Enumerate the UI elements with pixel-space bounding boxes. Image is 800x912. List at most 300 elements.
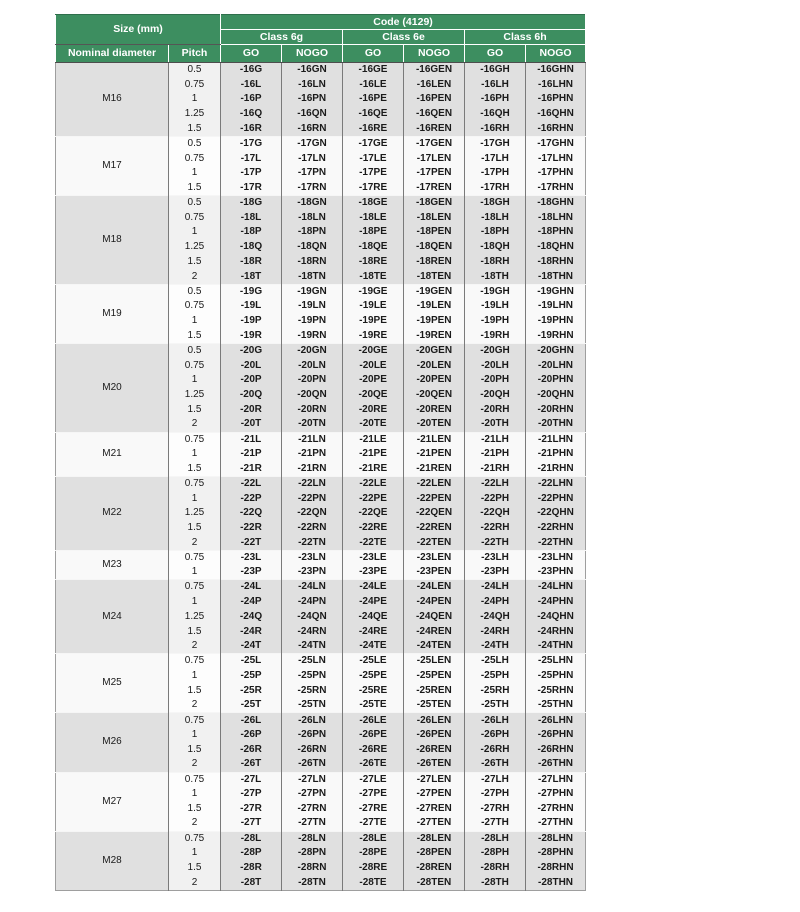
pitch-cell: 0.75 — [169, 550, 221, 565]
code-cell: -28LEN — [404, 831, 465, 846]
code-cell: -26PEN — [404, 728, 465, 743]
code-cell: -18TN — [282, 269, 343, 284]
pitch-cell: 1 — [169, 787, 221, 802]
code-cell: -22PN — [282, 491, 343, 506]
code-cell: -17RE — [343, 181, 404, 196]
code-cell: -20QEN — [404, 388, 465, 403]
pitch-cell: 0.5 — [169, 196, 221, 211]
code-cell: -28RHN — [526, 861, 586, 876]
pitch-cell: 1.5 — [169, 683, 221, 698]
code-cell: -27TE — [343, 816, 404, 831]
code-cell: -19PHN — [526, 314, 586, 329]
code-cell: -21RE — [343, 462, 404, 477]
pitch-cell: 0.75 — [169, 432, 221, 447]
code-cell: -24R — [221, 624, 282, 639]
code-cell: -20RN — [282, 402, 343, 417]
pitch-cell: 1.25 — [169, 506, 221, 521]
code-cell: -16LHN — [526, 77, 586, 92]
code-cell: -20GH — [465, 343, 526, 358]
code-cell: -24Q — [221, 609, 282, 624]
code-cell: -25P — [221, 669, 282, 684]
pitch-cell: 0.75 — [169, 299, 221, 314]
code-cell: -17PH — [465, 166, 526, 181]
code-cell: -20LH — [465, 358, 526, 373]
pitch-cell: 0.75 — [169, 151, 221, 166]
pitch-cell: 1 — [169, 491, 221, 506]
code-header: Code (4129) — [221, 15, 586, 30]
code-cell: -24PN — [282, 595, 343, 610]
nominal-diameter-cell: M28 — [56, 831, 169, 890]
code-cell: -22RN — [282, 521, 343, 536]
code-cell: -19P — [221, 314, 282, 329]
code-cell: -24REN — [404, 624, 465, 639]
code-cell: -24PE — [343, 595, 404, 610]
nogo-header-6e: NOGO — [404, 45, 465, 63]
code-cell: -28PH — [465, 846, 526, 861]
code-cell: -20PE — [343, 373, 404, 388]
code-cell: -17PHN — [526, 166, 586, 181]
code-cell: -18QEN — [404, 240, 465, 255]
code-cell: -27LHN — [526, 772, 586, 787]
pitch-cell: 2 — [169, 757, 221, 772]
code-cell: -19RHN — [526, 329, 586, 344]
code-cell: -27T — [221, 816, 282, 831]
code-cell: -25LEN — [404, 654, 465, 669]
nominal-diameter-cell: M26 — [56, 713, 169, 772]
pitch-cell: 2 — [169, 875, 221, 890]
code-cell: -17GHN — [526, 136, 586, 151]
code-cell: -26THN — [526, 757, 586, 772]
pitch-cell: 1.5 — [169, 181, 221, 196]
code-cell: -20P — [221, 373, 282, 388]
code-cell: -21RHN — [526, 462, 586, 477]
code-cell: -18Q — [221, 240, 282, 255]
pitch-cell: 0.5 — [169, 136, 221, 151]
code-cell: -18TE — [343, 269, 404, 284]
pitch-cell: 0.5 — [169, 63, 221, 78]
code-cell: -26PHN — [526, 728, 586, 743]
code-cell: -17RN — [282, 181, 343, 196]
code-cell: -19PN — [282, 314, 343, 329]
code-cell: -23PEN — [404, 565, 465, 580]
code-cell: -28L — [221, 831, 282, 846]
code-cell: -22PH — [465, 491, 526, 506]
code-cell: -25TH — [465, 698, 526, 713]
header-row-columns — [56, 45, 586, 63]
code-cell: -20G — [221, 343, 282, 358]
code-cell: -17PE — [343, 166, 404, 181]
nominal-diameter-cell: M16 — [56, 63, 169, 137]
code-cell: -22Q — [221, 506, 282, 521]
code-cell: -27P — [221, 787, 282, 802]
code-cell: -26L — [221, 713, 282, 728]
code-cell: -16GEN — [404, 63, 465, 78]
code-cell: -18LH — [465, 210, 526, 225]
code-cell: -24LHN — [526, 580, 586, 595]
code-cell: -27TEN — [404, 816, 465, 831]
code-cell: -22QN — [282, 506, 343, 521]
code-cell: -17L — [221, 151, 282, 166]
code-cell: -25PEN — [404, 669, 465, 684]
code-cell: -24TE — [343, 639, 404, 654]
code-cell: -20PEN — [404, 373, 465, 388]
pitch-cell: 0.75 — [169, 772, 221, 787]
code-cell: -24RHN — [526, 624, 586, 639]
pitch-cell: 1.5 — [169, 861, 221, 876]
code-cell: -26TE — [343, 757, 404, 772]
code-cell: -20LN — [282, 358, 343, 373]
code-cell: -26T — [221, 757, 282, 772]
code-cell: -16PH — [465, 92, 526, 107]
code-cell: -20RE — [343, 402, 404, 417]
code-cell: -24TN — [282, 639, 343, 654]
code-cell: -19PH — [465, 314, 526, 329]
code-cell: -28P — [221, 846, 282, 861]
pitch-cell: 1 — [169, 447, 221, 462]
code-cell: -20TH — [465, 417, 526, 432]
table-row — [56, 63, 586, 78]
code-cell: -20PN — [282, 373, 343, 388]
table-body — [56, 63, 586, 891]
code-cell: -16QH — [465, 107, 526, 122]
code-cell: -22REN — [404, 521, 465, 536]
code-cell: -18GHN — [526, 196, 586, 211]
code-cell: -16G — [221, 63, 282, 78]
code-cell: -18THN — [526, 269, 586, 284]
code-cell: -18R — [221, 255, 282, 270]
code-cell: -16REN — [404, 122, 465, 137]
code-cell: -19PE — [343, 314, 404, 329]
code-cell: -17PN — [282, 166, 343, 181]
code-cell: -18RHN — [526, 255, 586, 270]
pitch-cell: 0.75 — [169, 831, 221, 846]
code-cell: -20GHN — [526, 343, 586, 358]
code-cell: -17GH — [465, 136, 526, 151]
nogo-header-6h: NOGO — [526, 45, 586, 63]
code-cell: -20PHN — [526, 373, 586, 388]
code-cell: -25L — [221, 654, 282, 669]
code-cell: -27LH — [465, 772, 526, 787]
code-cell: -24LH — [465, 580, 526, 595]
pitch-cell: 1.5 — [169, 122, 221, 137]
code-cell: -20QN — [282, 388, 343, 403]
code-cell: -18L — [221, 210, 282, 225]
code-cell: -28LHN — [526, 831, 586, 846]
code-cell: -25TEN — [404, 698, 465, 713]
pitch-cell: 1 — [169, 225, 221, 240]
code-cell: -21R — [221, 462, 282, 477]
code-cell: -26TH — [465, 757, 526, 772]
code-cell: -16LN — [282, 77, 343, 92]
code-cell: -22QEN — [404, 506, 465, 521]
nominal-diameter-cell: M19 — [56, 284, 169, 343]
code-cell: -28LH — [465, 831, 526, 846]
code-cell: -16LE — [343, 77, 404, 92]
table-row — [56, 343, 586, 358]
table-row — [56, 196, 586, 211]
pitch-cell: 1 — [169, 373, 221, 388]
code-cell: -24RE — [343, 624, 404, 639]
code-cell: -21PH — [465, 447, 526, 462]
code-cell: -25T — [221, 698, 282, 713]
code-cell: -23LHN — [526, 550, 586, 565]
code-cell: -24QE — [343, 609, 404, 624]
code-cell: -18TEN — [404, 269, 465, 284]
code-cell: -26LH — [465, 713, 526, 728]
code-cell: -27LEN — [404, 772, 465, 787]
table-header — [56, 15, 586, 63]
pitch-cell: 1 — [169, 314, 221, 329]
code-cell: -21PE — [343, 447, 404, 462]
code-cell: -18QHN — [526, 240, 586, 255]
code-cell: -19REN — [404, 329, 465, 344]
code-cell: -28PHN — [526, 846, 586, 861]
code-cell: -19L — [221, 299, 282, 314]
code-cell: -17GE — [343, 136, 404, 151]
code-cell: -18GH — [465, 196, 526, 211]
code-cell: -18RE — [343, 255, 404, 270]
code-cell: -25THN — [526, 698, 586, 713]
code-cell: -25PH — [465, 669, 526, 684]
code-cell: -21P — [221, 447, 282, 462]
code-cell: -17GN — [282, 136, 343, 151]
pitch-cell: 1 — [169, 565, 221, 580]
code-cell: -20PH — [465, 373, 526, 388]
code-cell: -17REN — [404, 181, 465, 196]
code-cell: -21REN — [404, 462, 465, 477]
code-cell: -26LEN — [404, 713, 465, 728]
code-cell: -25LHN — [526, 654, 586, 669]
pitch-cell: 1.5 — [169, 462, 221, 477]
thread-gauge-code-table — [55, 14, 586, 891]
code-cell: -17G — [221, 136, 282, 151]
code-cell: -27PE — [343, 787, 404, 802]
go-header-6g: GO — [221, 45, 282, 63]
code-cell: -22THN — [526, 536, 586, 551]
code-cell: -24PHN — [526, 595, 586, 610]
code-cell: -18PEN — [404, 225, 465, 240]
code-cell: -24QHN — [526, 609, 586, 624]
code-cell: -27TH — [465, 816, 526, 831]
code-cell: -23L — [221, 550, 282, 565]
code-cell: -27RH — [465, 802, 526, 817]
code-cell: -21LHN — [526, 432, 586, 447]
code-cell: -19GN — [282, 284, 343, 299]
code-cell: -24PEN — [404, 595, 465, 610]
code-cell: -26PN — [282, 728, 343, 743]
table-row — [56, 713, 586, 728]
code-cell: -16L — [221, 77, 282, 92]
code-cell: -23PN — [282, 565, 343, 580]
pitch-cell: 2 — [169, 816, 221, 831]
code-cell: -22QHN — [526, 506, 586, 521]
table-row — [56, 136, 586, 151]
code-cell: -16LEN — [404, 77, 465, 92]
code-cell: -25PE — [343, 669, 404, 684]
code-cell: -18LEN — [404, 210, 465, 225]
nominal-diameter-header: Nominal diameter — [56, 45, 169, 63]
code-cell: -20LEN — [404, 358, 465, 373]
code-cell: -18GN — [282, 196, 343, 211]
nominal-diameter-cell: M17 — [56, 136, 169, 195]
nominal-diameter-cell: M22 — [56, 476, 169, 550]
code-cell: -21PN — [282, 447, 343, 462]
code-cell: -18LE — [343, 210, 404, 225]
code-cell: -20LE — [343, 358, 404, 373]
pitch-cell: 0.75 — [169, 654, 221, 669]
code-cell: -25PHN — [526, 669, 586, 684]
code-cell: -25REN — [404, 683, 465, 698]
pitch-cell: 0.75 — [169, 476, 221, 491]
code-cell: -18GE — [343, 196, 404, 211]
class-6g-header: Class 6g — [221, 30, 343, 45]
code-cell: -26R — [221, 742, 282, 757]
code-cell: -20RH — [465, 402, 526, 417]
code-cell: -16PHN — [526, 92, 586, 107]
pitch-cell: 1 — [169, 92, 221, 107]
code-cell: -22QE — [343, 506, 404, 521]
code-cell: -19LN — [282, 299, 343, 314]
code-cell: -23PH — [465, 565, 526, 580]
class-6e-header: Class 6e — [343, 30, 465, 45]
code-cell: -18TH — [465, 269, 526, 284]
nominal-diameter-cell: M21 — [56, 432, 169, 476]
pitch-cell: 0.5 — [169, 343, 221, 358]
code-cell: -20R — [221, 402, 282, 417]
code-cell: -28LN — [282, 831, 343, 846]
code-cell: -17P — [221, 166, 282, 181]
code-cell: -19RH — [465, 329, 526, 344]
code-cell: -25LE — [343, 654, 404, 669]
code-cell: -27THN — [526, 816, 586, 831]
code-cell: -25TN — [282, 698, 343, 713]
code-cell: -24LEN — [404, 580, 465, 595]
code-cell: -18LN — [282, 210, 343, 225]
nominal-diameter-cell: M23 — [56, 550, 169, 580]
code-cell: -24QEN — [404, 609, 465, 624]
code-cell: -28R — [221, 861, 282, 876]
code-cell: -20REN — [404, 402, 465, 417]
code-cell: -28THN — [526, 875, 586, 890]
code-cell: -26LN — [282, 713, 343, 728]
code-cell: -26PH — [465, 728, 526, 743]
code-cell: -27RN — [282, 802, 343, 817]
code-cell: -25LH — [465, 654, 526, 669]
code-cell: -18RN — [282, 255, 343, 270]
code-cell: -26RH — [465, 742, 526, 757]
size-header: Size (mm) — [56, 15, 221, 45]
pitch-cell: 2 — [169, 536, 221, 551]
pitch-cell: 2 — [169, 269, 221, 284]
code-cell: -24T — [221, 639, 282, 654]
code-cell: -16RH — [465, 122, 526, 137]
pitch-cell: 1.25 — [169, 609, 221, 624]
code-cell: -20QE — [343, 388, 404, 403]
code-cell: -18REN — [404, 255, 465, 270]
code-cell: -22LE — [343, 476, 404, 491]
code-cell: -19LHN — [526, 299, 586, 314]
code-cell: -20T — [221, 417, 282, 432]
code-cell: -24QH — [465, 609, 526, 624]
code-cell: -19R — [221, 329, 282, 344]
code-cell: -16Q — [221, 107, 282, 122]
code-cell: -16PN — [282, 92, 343, 107]
code-cell: -16GE — [343, 63, 404, 78]
code-cell: -20Q — [221, 388, 282, 403]
nominal-diameter-cell: M27 — [56, 772, 169, 831]
code-cell: -19RN — [282, 329, 343, 344]
code-cell: -19GH — [465, 284, 526, 299]
code-cell: -24RN — [282, 624, 343, 639]
code-cell: -24RH — [465, 624, 526, 639]
code-cell: -16QEN — [404, 107, 465, 122]
code-cell: -18QH — [465, 240, 526, 255]
code-cell: -20RHN — [526, 402, 586, 417]
code-cell: -28TEN — [404, 875, 465, 890]
code-cell: -20TE — [343, 417, 404, 432]
code-cell: -21LE — [343, 432, 404, 447]
code-cell: -20GN — [282, 343, 343, 358]
pitch-cell: 1.25 — [169, 240, 221, 255]
code-cell: -28TN — [282, 875, 343, 890]
code-cell: -20QHN — [526, 388, 586, 403]
code-cell: -16QHN — [526, 107, 586, 122]
pitch-cell: 1 — [169, 669, 221, 684]
code-cell: -27TN — [282, 816, 343, 831]
code-cell: -20TN — [282, 417, 343, 432]
nogo-header-6g: NOGO — [282, 45, 343, 63]
code-cell: -28PEN — [404, 846, 465, 861]
code-cell: -16QE — [343, 107, 404, 122]
code-cell: -22RE — [343, 521, 404, 536]
code-cell: -22QH — [465, 506, 526, 521]
code-cell: -19GE — [343, 284, 404, 299]
code-cell: -25RE — [343, 683, 404, 698]
pitch-cell: 1 — [169, 166, 221, 181]
code-cell: -22TN — [282, 536, 343, 551]
pitch-cell: 0.75 — [169, 580, 221, 595]
code-cell: -24TEN — [404, 639, 465, 654]
pitch-cell: 1 — [169, 728, 221, 743]
go-header-6e: GO — [343, 45, 404, 63]
code-cell: -24L — [221, 580, 282, 595]
pitch-header: Pitch — [169, 45, 221, 63]
code-cell: -21LH — [465, 432, 526, 447]
code-cell: -21L — [221, 432, 282, 447]
code-cell: -21LEN — [404, 432, 465, 447]
pitch-cell: 0.75 — [169, 77, 221, 92]
code-cell: -26TN — [282, 757, 343, 772]
code-cell: -24PH — [465, 595, 526, 610]
code-cell: -20GEN — [404, 343, 465, 358]
pitch-cell: 0.75 — [169, 713, 221, 728]
code-cell: -21LN — [282, 432, 343, 447]
code-cell: -24QN — [282, 609, 343, 624]
code-cell: -26P — [221, 728, 282, 743]
code-cell: -22T — [221, 536, 282, 551]
code-cell: -16PEN — [404, 92, 465, 107]
pitch-cell: 2 — [169, 698, 221, 713]
code-cell: -19GHN — [526, 284, 586, 299]
class-6h-header: Class 6h — [465, 30, 586, 45]
code-cell: -18LHN — [526, 210, 586, 225]
code-cell: -28RN — [282, 861, 343, 876]
code-cell: -22TH — [465, 536, 526, 551]
code-cell: -27LN — [282, 772, 343, 787]
pitch-cell: 1.25 — [169, 388, 221, 403]
nominal-diameter-cell: M18 — [56, 196, 169, 285]
code-cell: -28RE — [343, 861, 404, 876]
